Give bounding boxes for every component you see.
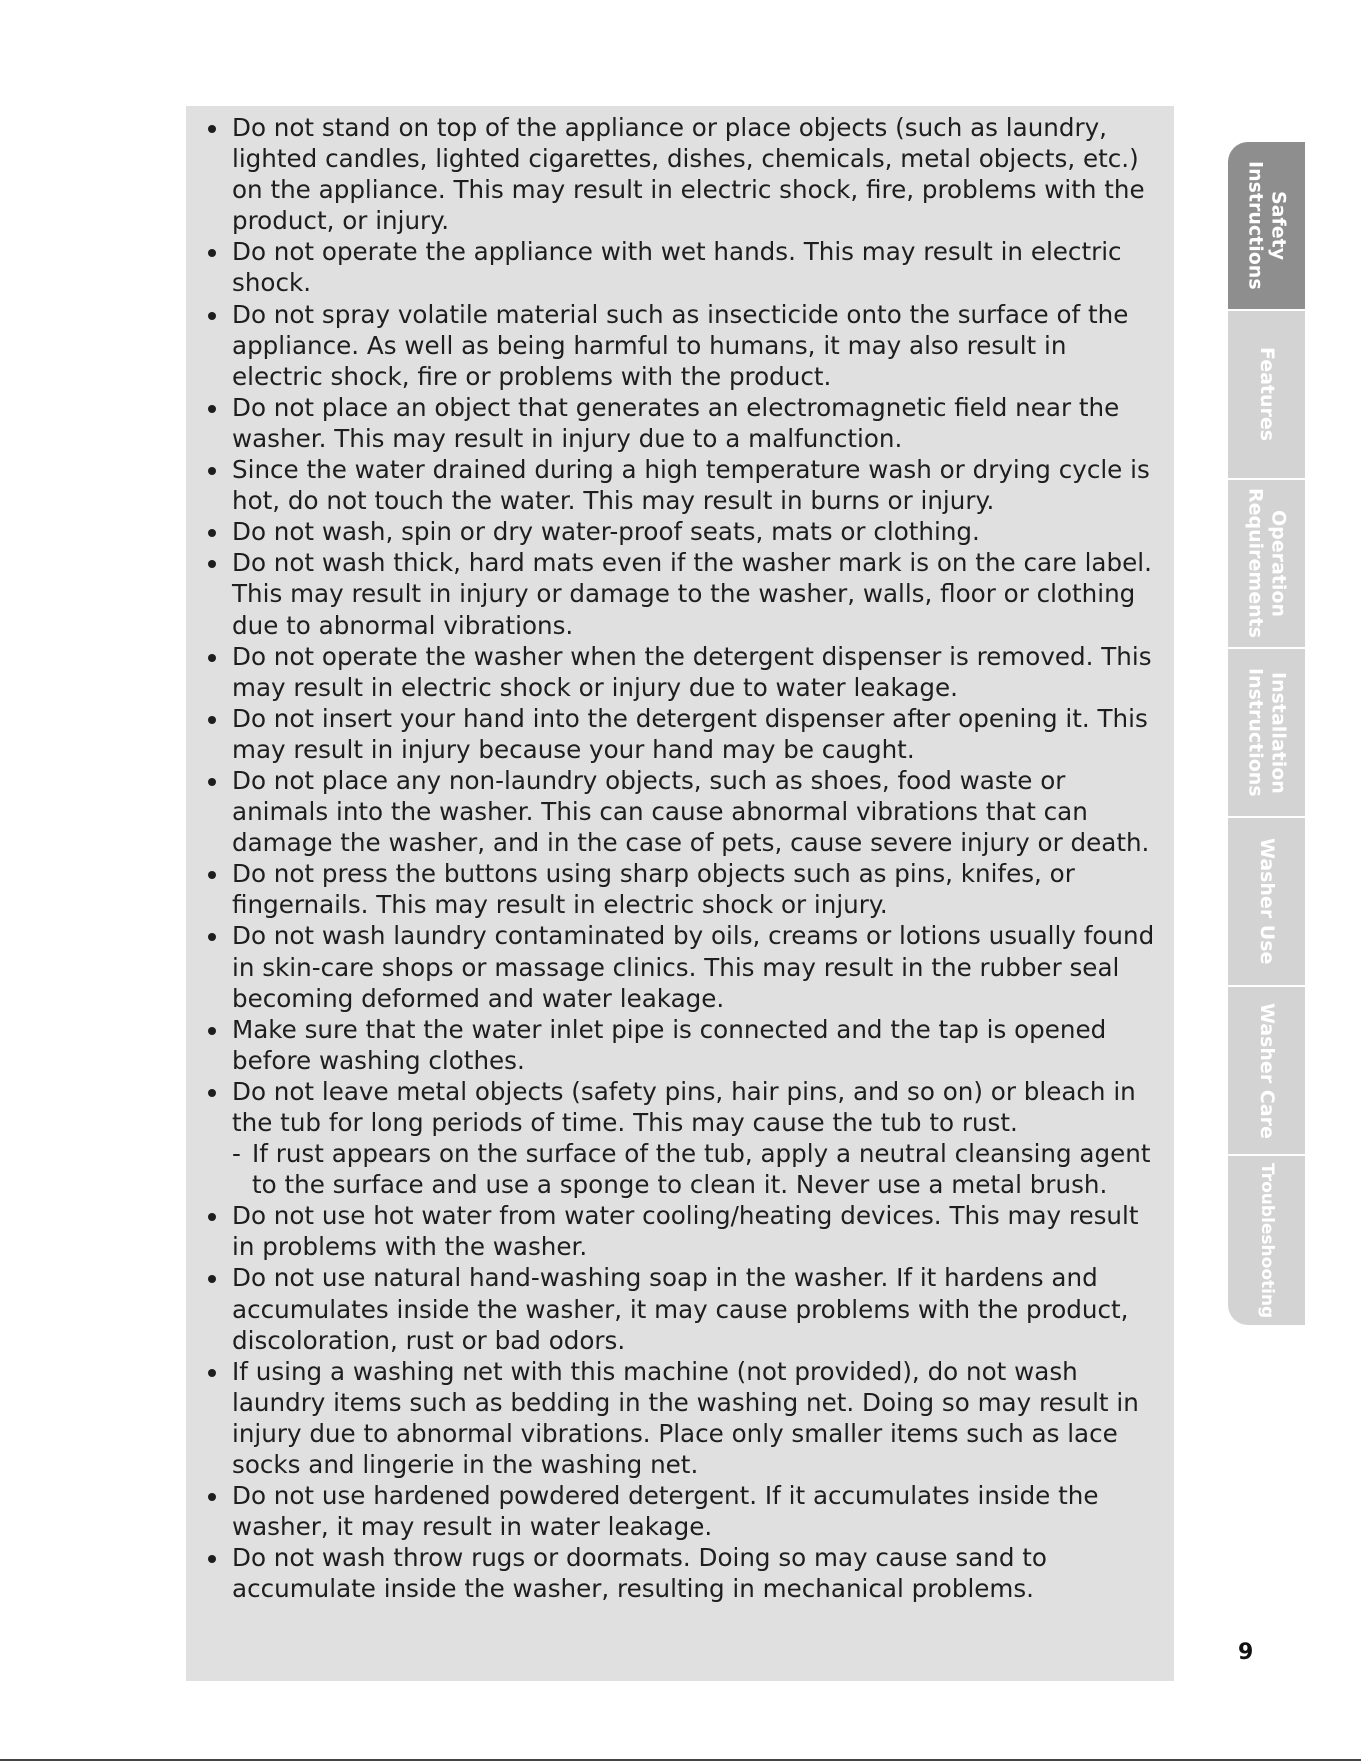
tab-installation-instructions[interactable] (1228, 649, 1305, 818)
list-item: Do not wash thick, hard mats even if the washer mark is on the care label. This may result in injury or damage to the washer, walls, floor or clothing due to abnormal vibrations. (196, 547, 1160, 640)
tab-features[interactable] (1228, 311, 1305, 480)
tab-label: Washer Care (1256, 1002, 1278, 1139)
tab-label: Troubleshooting (1257, 1162, 1277, 1319)
tab-operation-requirements[interactable] (1228, 480, 1305, 649)
list-item: Do not use hot water from water cooling/heating devices. This may result in problems with the washer. (196, 1200, 1160, 1262)
list-item: Do not place any non-laundry objects, such as shoes, food waste or animals into the washer. This can cause abnormal vibrations that can damage the washer, and in the case of pets, cause severe injury or death. (196, 765, 1160, 858)
list-item: Do not spray volatile material such as insecticide onto the surface of the appliance. As well as being harmful to humans, it may also result in electric shock, fire or problems with the product. (196, 299, 1160, 392)
list-item: Do not stand on top of the appliance or place objects (such as laundry, lighted candles, lighted cigarettes, dishes, chemicals, metal objects, etc.) on the appliance. This may result in electric shock, fire, problems with the product, or injury. (196, 112, 1160, 236)
sub-item-dash: - (232, 1139, 241, 1169)
list-item: Do not wash laundry contaminated by oils, creams or lotions usually found in skin-care shops or massage clinics. This may result in the rubber seal becoming deformed and water leakage. (196, 920, 1160, 1013)
tab-safety-instructions[interactable] (1228, 142, 1305, 311)
sub-item-text: If rust appears on the surface of the tub, apply a neutral cleansing agent to the surface and use a sponge to clean it. Never use a metal brush. (252, 1139, 1151, 1200)
list-item: Do not insert your hand into the detergent dispenser after opening it. This may result in injury because your hand may be caught. (196, 703, 1160, 765)
list-item: Do not operate the appliance with wet hands. This may result in electric shock. (196, 236, 1160, 298)
list-item-text: Do not leave metal objects (safety pins, hair pins, and so on) or bleach in the tub for long periods of time. This may cause the tub to rust. (232, 1076, 1136, 1137)
tab-washer-care[interactable] (1228, 987, 1305, 1156)
tab-label: Features (1256, 347, 1278, 442)
tab-troubleshooting[interactable] (1228, 1156, 1305, 1325)
sub-item (232, 1138, 1160, 1200)
list-item: Do not use hardened powdered detergent. If it accumulates inside the washer, it may result in water leakage. (196, 1480, 1160, 1542)
list-item: Do not wash, spin or dry water-proof seats, mats or clothing. (196, 516, 1160, 547)
list-item: Do not wash throw rugs or doormats. Doing so may cause sand to accumulate inside the washer, resulting in mechanical problems. (196, 1542, 1160, 1604)
list-item: Do not place an object that generates an electromagnetic field near the washer. This may result in injury due to a malfunction. (196, 392, 1160, 454)
tab-label: Installation Instructions (1244, 668, 1290, 797)
tab-label: Operation Requirements (1244, 488, 1290, 639)
list-item: Since the water drained during a high temperature wash or drying cycle is hot, do not touch the water. This may result in burns or injury. (196, 454, 1160, 516)
list-item: Make sure that the water inlet pipe is connected and the tap is opened before washing clothes. (196, 1014, 1160, 1076)
safety-content-panel (186, 106, 1174, 1681)
list-item: Do not press the buttons using sharp objects such as pins, knifes, or fingernails. This may result in electric shock or injury. (196, 858, 1160, 920)
page-number: 9 (1238, 1640, 1254, 1665)
list-item: Do not operate the washer when the detergent dispenser is removed. This may result in electric shock or injury due to water leakage. (196, 641, 1160, 703)
safety-bullet-list (196, 112, 1160, 1605)
list-item: If using a washing net with this machine (not provided), do not wash laundry items such as bedding in the washing net. Doing so may result in injury due to abnormal vibrations. Place only smaller items such as lace socks and lingerie in the washing net. (196, 1356, 1160, 1480)
tab-washer-use[interactable] (1228, 818, 1305, 987)
tab-label: Safety Instructions (1244, 161, 1290, 290)
list-item: Do not use natural hand-washing soap in the washer. If it hardens and accumulates inside the washer, it may cause problems with the product, discoloration, rust or bad odors. (196, 1262, 1160, 1355)
section-tab-nav (1228, 142, 1305, 1325)
tab-label: Washer Use (1256, 838, 1278, 965)
list-item-with-subitem (196, 1076, 1160, 1200)
